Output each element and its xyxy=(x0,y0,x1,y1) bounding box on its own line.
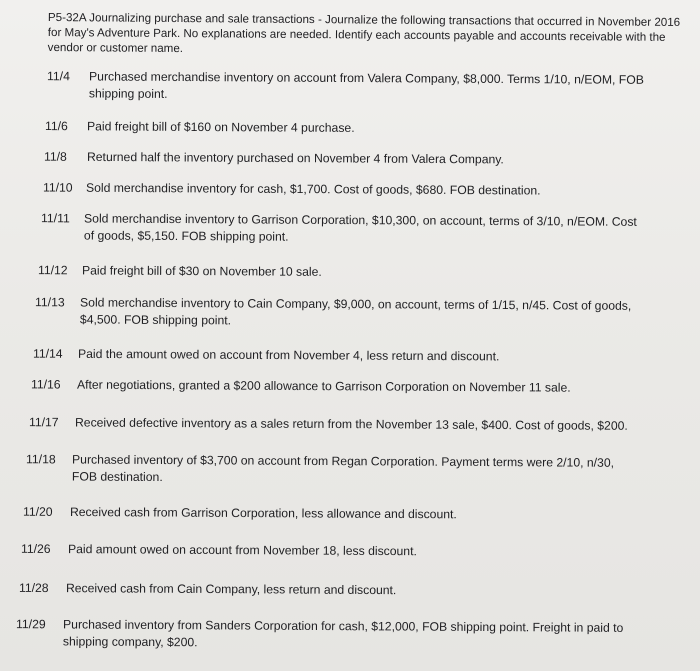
transaction-date: 11/20 xyxy=(22,504,53,519)
transaction-row xyxy=(33,346,499,366)
transaction-description: Purchased inventory from Sanders Corporation for cash, $12,000, FOB shipping point. Freight in paid to xyxy=(63,617,624,635)
transaction-date: 11/29 xyxy=(16,617,46,632)
transaction-date: 11/10 xyxy=(42,180,73,195)
transaction-row xyxy=(44,149,504,169)
transaction-description-continued: FOB destination. xyxy=(71,469,163,485)
transaction-row xyxy=(23,504,457,524)
transaction-date: 11/12 xyxy=(37,263,68,278)
transaction-row xyxy=(47,68,644,106)
transaction-row xyxy=(26,451,614,489)
transaction-description-continued: of goods, $5,150. FOB shipping point. xyxy=(83,228,289,244)
transaction-description: Received cash from Cain Company, less return and discount. xyxy=(65,581,397,598)
transaction-row xyxy=(45,118,355,137)
transaction-description: Sold merchandise inventory to Cain Company, $9,000, on account, terms of 1/15, n/45. Cost of goods, xyxy=(80,295,632,313)
transaction-date: 11/17 xyxy=(28,415,59,430)
transaction-description: Purchased merchandise inventory on account from Valera Company, $8,000. Terms 1/10, n/EOM, FOB xyxy=(89,69,644,87)
transaction-row xyxy=(41,210,637,248)
transaction-date: 11/4 xyxy=(47,69,70,84)
transaction-description: Received defective inventory as a sales return from the November 13 sale, $400. Cost of goods, $200. xyxy=(74,415,628,433)
transaction-row xyxy=(35,294,631,332)
transaction-row xyxy=(43,179,541,199)
transaction-description: Sold merchandise inventory for cash, $1,700. Cost of goods, $680. FOB destination. xyxy=(85,180,541,198)
problem-instructions: P5-32A Journalizing purchase and sale transactions - Journalize the following transactions that occurred in November 2016 for May's Adventure Park. No explanations are needed. Identify each accounts payable and accounts receivable with the vendor or customer name. xyxy=(47,10,681,56)
transaction-date: 11/18 xyxy=(26,452,56,467)
transaction-description-continued: shipping company, $200. xyxy=(62,634,198,650)
transaction-description-continued: $4,500. FOB shipping point. xyxy=(79,312,232,328)
transaction-row xyxy=(38,262,322,281)
transaction-row xyxy=(21,541,417,560)
transaction-description: Sold merchandise inventory to Garrison Corporation, $10,300, on account, terms of 3/10, n/EOM. Cost xyxy=(84,211,637,229)
transaction-description: Paid freight bill of $160 on November 4 purchase. xyxy=(86,119,355,135)
transaction-row xyxy=(29,414,628,435)
transaction-description-continued: shipping point. xyxy=(88,86,168,101)
transaction-description: Received cash from Garrison Corporation, less allowance and discount. xyxy=(69,504,457,522)
transaction-date: 11/8 xyxy=(43,149,67,164)
transaction-date: 11/6 xyxy=(44,119,68,134)
transaction-date: 11/26 xyxy=(20,541,51,556)
transaction-date: 11/13 xyxy=(35,295,65,310)
transaction-description: After negotiations, granted a $200 allowance to Garrison Corporation on November 11 sale. xyxy=(76,377,571,395)
transaction-date: 11/16 xyxy=(30,377,61,392)
transaction-date: 11/14 xyxy=(32,346,63,361)
transaction-date: 11/28 xyxy=(18,580,49,596)
transaction-description: Returned half the inventory purchased on November 4 from Valera Company. xyxy=(86,149,504,167)
transaction-description: Purchased inventory of $3,700 on account from Regan Corporation. Payment terms were 2/10, n/30, xyxy=(72,452,615,470)
transaction-description: Paid amount owed on account from November 18, less discount. xyxy=(67,542,417,559)
transaction-row xyxy=(19,580,396,599)
transaction-date: 11/11 xyxy=(41,211,70,226)
transaction-description: Paid the amount owed on account from November 4, less return and discount. xyxy=(77,346,500,364)
transaction-row xyxy=(16,616,623,654)
transaction-row xyxy=(31,376,571,396)
transaction-description: Paid freight bill of $30 on November 10 sale. xyxy=(81,263,322,279)
